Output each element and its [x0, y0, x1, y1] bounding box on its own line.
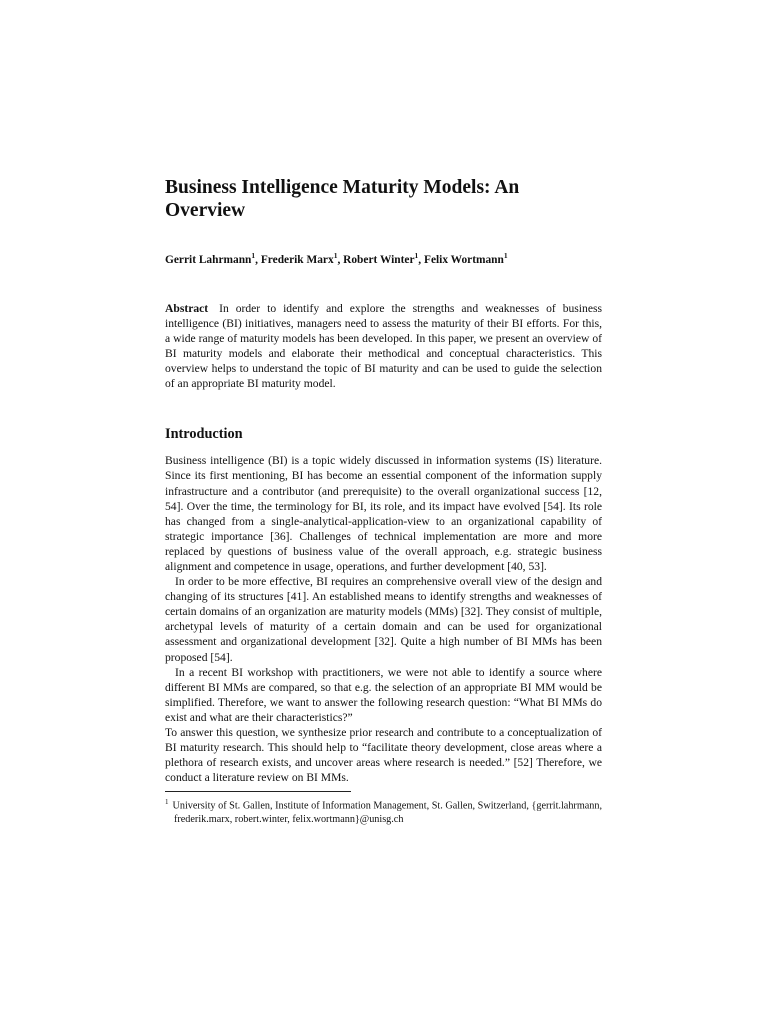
introduction-body — [165, 453, 602, 785]
section-heading-introduction: Introduction — [165, 426, 243, 443]
footnote-divider — [165, 791, 351, 792]
footnote-mark: 1 — [165, 798, 169, 807]
body-paragraph: In a recent BI workshop with practitioners, we were not able to identify a source where different BI MMs are compared, so that e.g. the selection of an appropriate BI MM would be simplified. Therefore, we want to answer the following research question: “What BI MMs do exist and what are their characteristics?” — [165, 665, 602, 724]
abstract — [165, 301, 602, 392]
author-separator: , — [337, 253, 344, 266]
author-name: Gerrit Lahrmann — [165, 253, 252, 266]
paper-page — [165, 176, 602, 826]
affiliation-mark: 1 — [251, 251, 256, 260]
body-paragraph: To answer this question, we synthesize prior research and contribute to a conceptualization of BI maturity research. This should help to “facilitate theory development, close areas where a plethora of research exists, and uncover areas where research is needed.” [52] Therefore, we conduct a literature review on BI MMs. — [165, 726, 602, 785]
author-list — [165, 249, 602, 267]
author-name: Frederik Marx — [260, 253, 334, 266]
author-separator: , — [255, 253, 261, 266]
body-paragraph: Business intelligence (BI) is a topic widely discussed in information systems (IS) literature. Since its first mentioning, BI has become an essential component of the information supply infrastructure and a contributor (and prerequisite) to the overall organizational success [12, 54]. Over the time, the terminology for BI, its role, and its impact have evolved [54]. Its role has changed from a single-analytical-application-view to an organizational capability of strategic importance [36]. Challenges of technical implementation are more and more replaced by questions of business value of the overall approach, e.g. strategic business alignment and competence in usage, operations, and further development [40, 53]. — [165, 454, 602, 574]
footnote-text: University of St. Gallen, Institute of Information Management, St. Gallen, Switzerland, {gerrit.lahrmann, frederik.marx, robert.winter, felix.wortmann}@unisg.ch — [172, 800, 602, 825]
paper-title: Business Intelligence Maturity Models: An Overview — [165, 177, 520, 221]
affiliation-mark: 1 — [333, 251, 338, 260]
author-name: Felix Wortmann — [424, 253, 504, 266]
body-paragraph: In order to be more effective, BI requires an comprehensive overall view of the design and changing of its structures [41]. An established means to identify strengths and weaknesses of certain domains of an organization are maturity models (MMs) [32]. They consist of multiple, archetypal levels of maturity of a certain domain and can be used for organizational assessment and organizational development [32]. Quite a high number of BI MMs has been proposed [54]. — [165, 575, 602, 664]
affiliation-mark: 1 — [414, 251, 419, 260]
affiliation-mark: 1 — [503, 251, 508, 260]
affiliation-footnote — [165, 796, 602, 825]
abstract-text: In order to identify and explore the strengths and weaknesses of business intelligence (BI) initiatives, managers need to assess the maturity of their BI efforts. For this, a wide range of maturity models has been developed. In this paper, we present an overview of BI maturity models and elaborate their methodical and conceptual characteristics. This overview helps to understand the topic of BI maturity and can be used to guide the selection of an appropriate BI maturity model. — [165, 301, 602, 391]
author-separator: , — [418, 253, 424, 266]
abstract-label: Abstract — [165, 301, 209, 315]
author-name: Robert Winter — [343, 253, 415, 266]
